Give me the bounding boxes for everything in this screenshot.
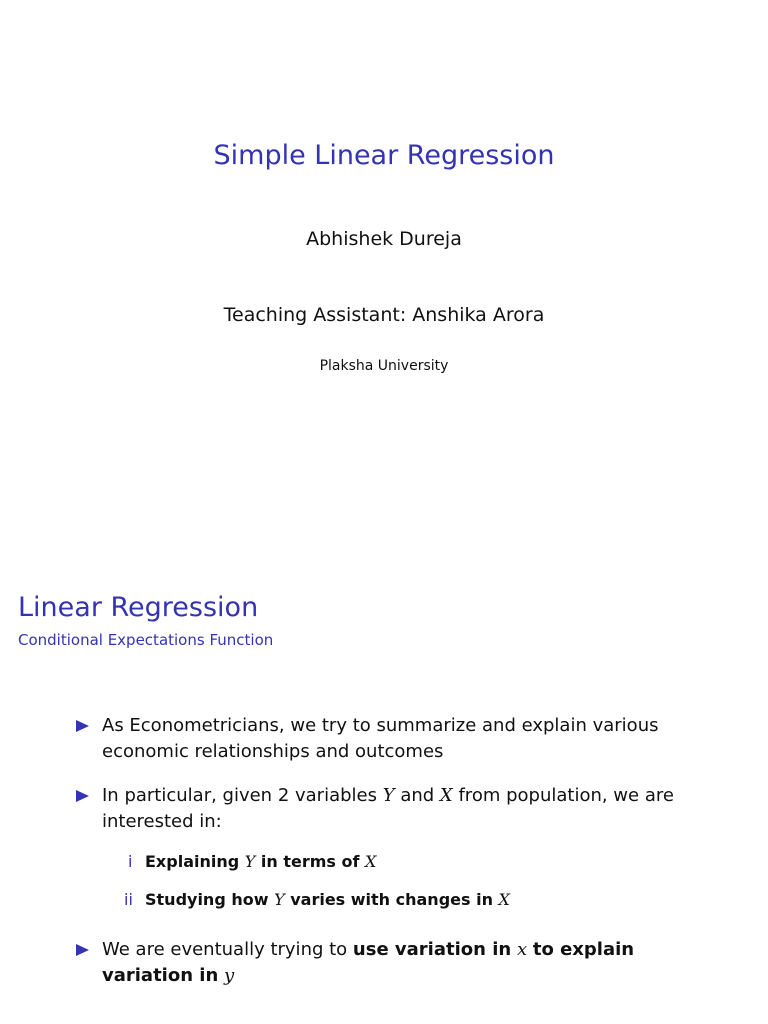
bullet-text-part: We are eventually trying to	[102, 939, 353, 960]
bullet-text-part: and	[394, 785, 440, 806]
math-variable: y	[224, 965, 235, 986]
enumerated-text-part: Explaining	[145, 852, 245, 871]
math-variable: Y	[244, 852, 256, 871]
bullet-text	[102, 783, 726, 835]
math-variable: Y	[274, 890, 285, 909]
triangle-bullet-icon	[76, 720, 89, 732]
bullet-text	[102, 937, 726, 989]
bullet-text: As Econometricians, we try to summarize and explain various economic relationships and outcomes	[102, 715, 659, 762]
math-variable: X	[365, 852, 377, 871]
enumerated-text	[145, 851, 376, 873]
bold-phrase: use variation in	[352, 939, 512, 960]
presentation-title: Simple Linear Regression	[213, 140, 555, 171]
bold-phrase: to explain variation in	[102, 939, 635, 986]
math-variable: x	[516, 939, 528, 960]
bullet-text-part: from population, we are interested in:	[102, 785, 674, 832]
enumerated-text-part: varies with changes in	[284, 890, 499, 909]
frame-subtitle: Conditional Expectations Function	[18, 631, 274, 649]
content-slide	[0, 512, 768, 1024]
bullet-item	[76, 713, 726, 765]
bullet-item	[76, 783, 726, 835]
bullet-text-part: In particular, given 2 variables	[102, 785, 383, 806]
enumerated-text	[145, 889, 510, 911]
math-variable: X	[498, 890, 510, 909]
enumerated-text-part: in terms of	[255, 852, 366, 871]
triangle-bullet-icon	[76, 944, 89, 956]
enumeration-label: i	[128, 852, 133, 871]
frame-title: Linear Regression	[18, 592, 259, 623]
enumerated-text-part: Studying how	[145, 890, 275, 909]
author-name: Abhishek Dureja	[306, 228, 462, 250]
institute-name: Plaksha University	[319, 358, 449, 374]
triangle-bullet-icon	[76, 790, 89, 802]
math-variable: Y	[382, 785, 395, 806]
math-variable: X	[439, 785, 453, 806]
teaching-assistant: Teaching Assistant: Anshika Arora	[223, 304, 545, 326]
bullet-item	[76, 937, 726, 989]
enumeration-label: ii	[124, 890, 133, 909]
